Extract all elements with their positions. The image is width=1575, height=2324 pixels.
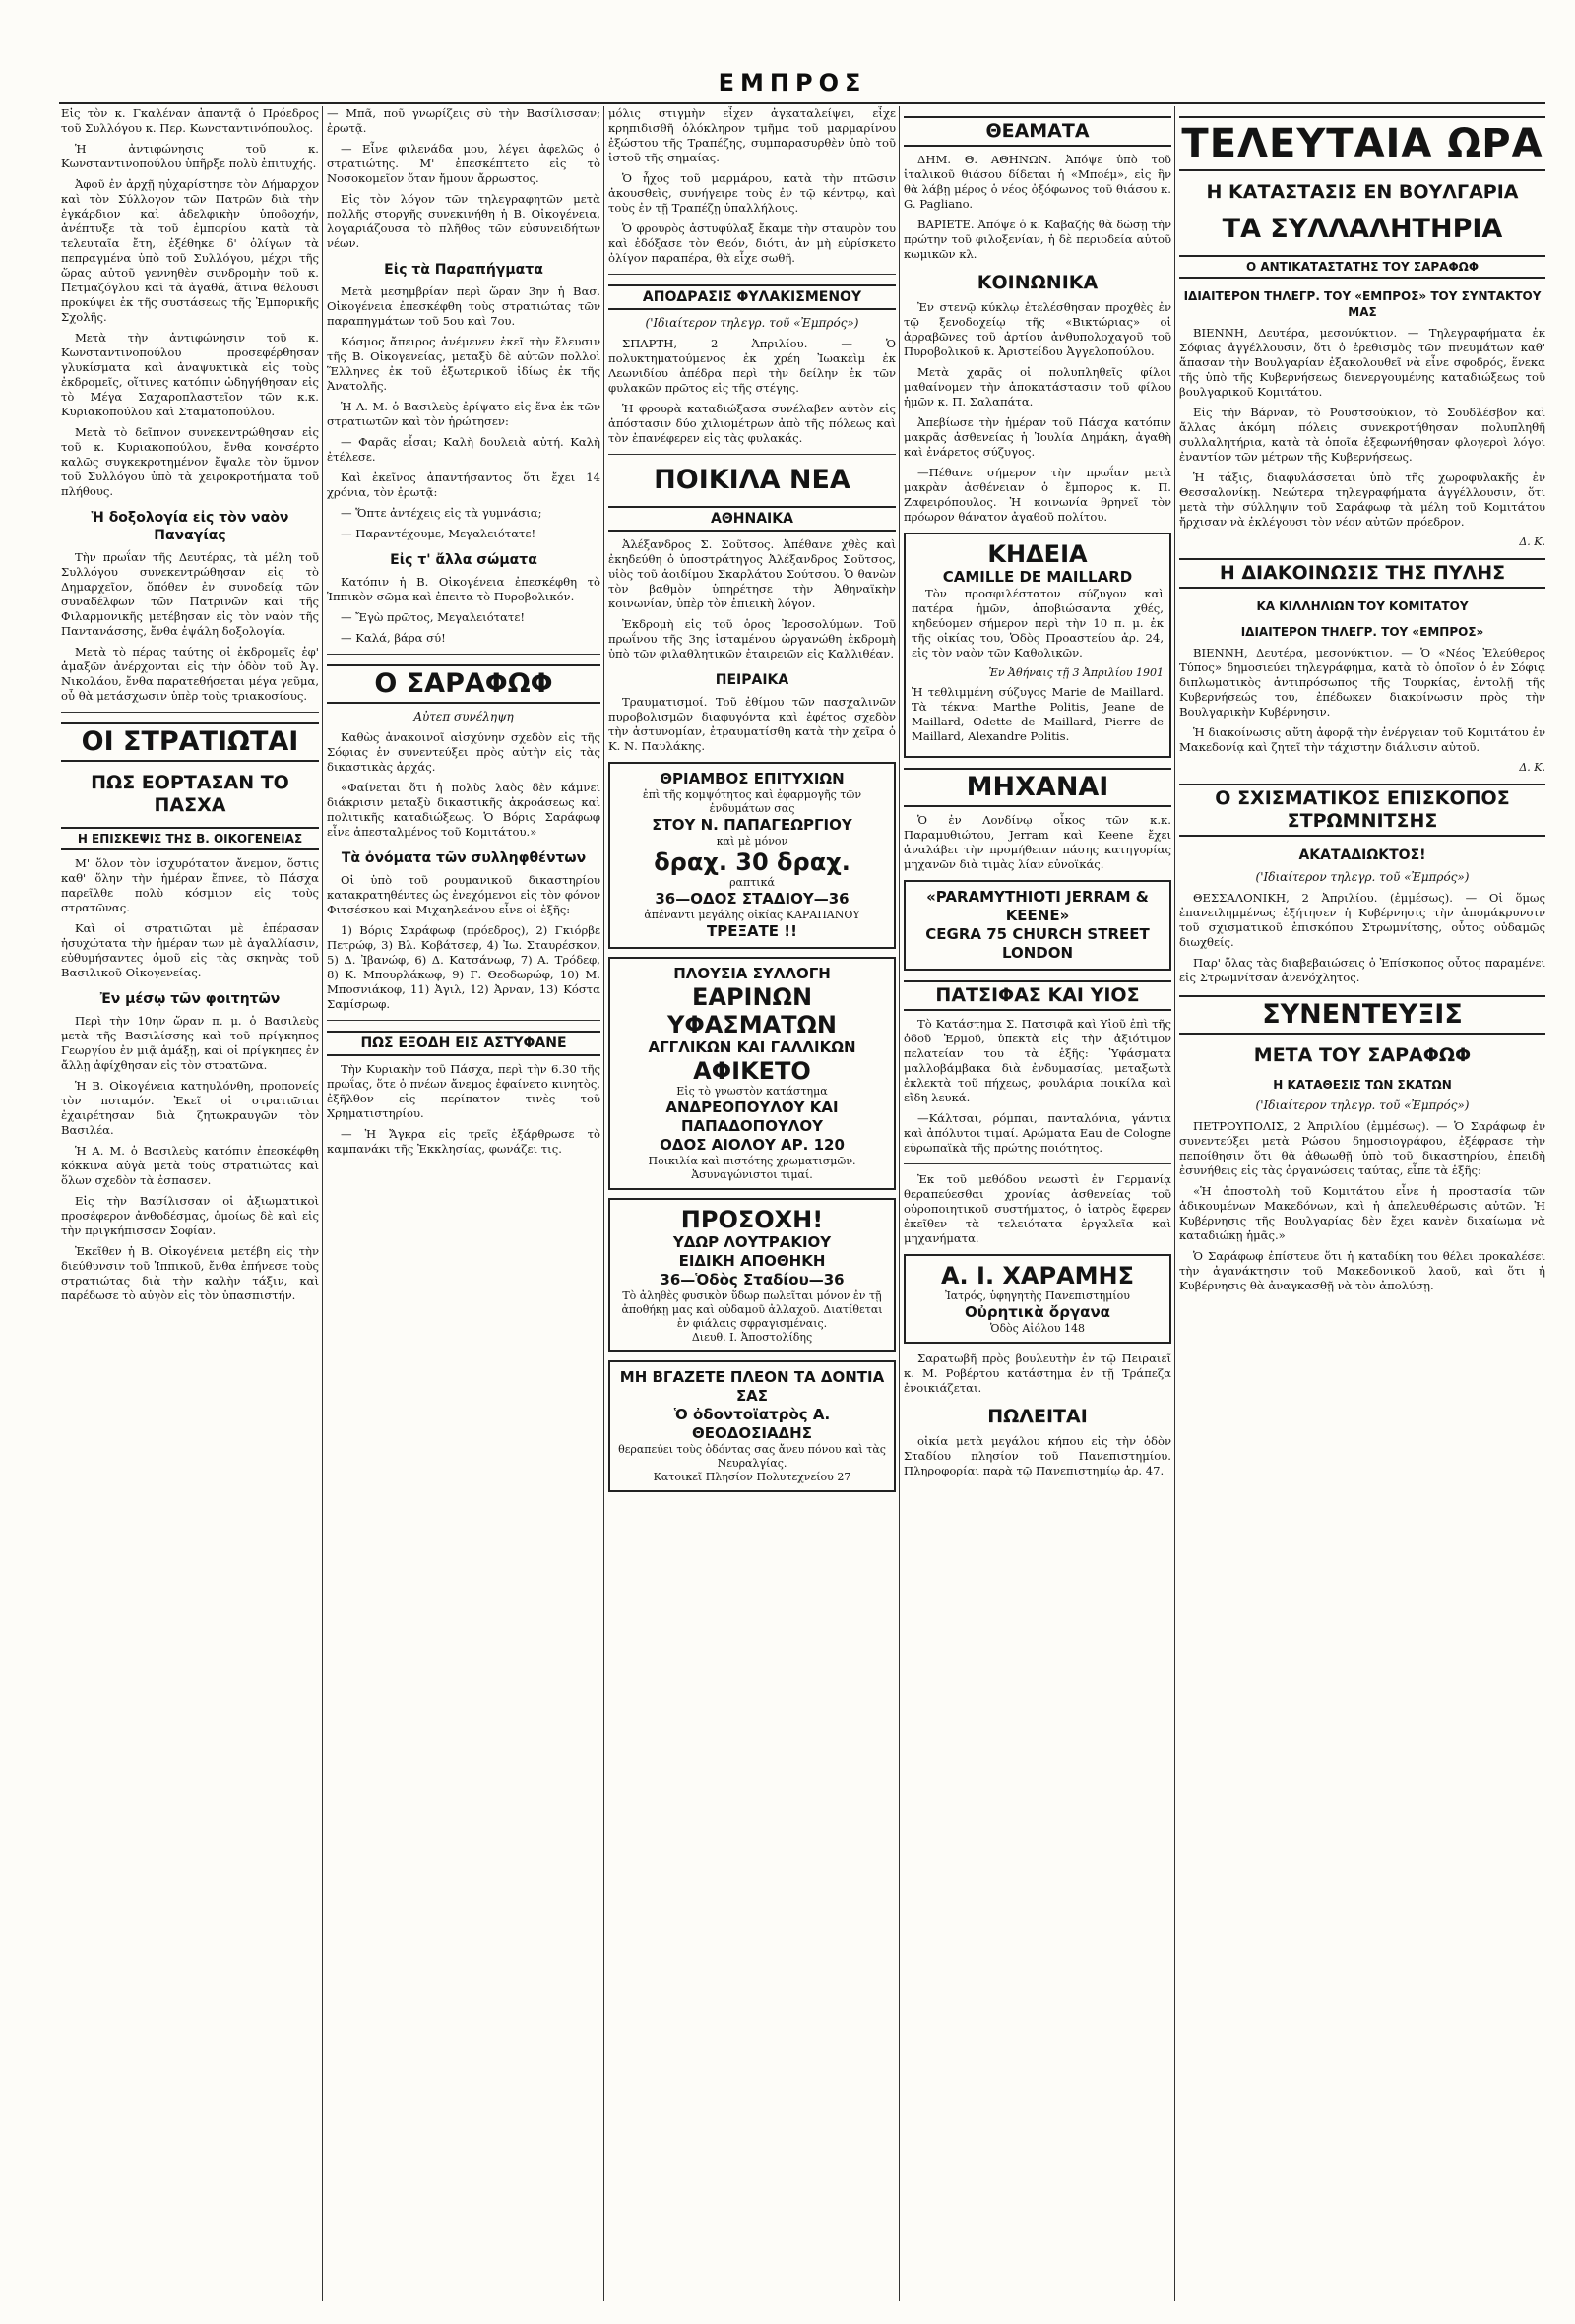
ad-text: Ἰατρός, ὑφηγητὴς Πανεπιστημίου xyxy=(945,1289,1130,1302)
paragraph: —Κάλτσαι, ρόμπαι, πανταλόνια, γάντια καὶ ἀπόλυτοι τιμαί. Αρώματα Eau de Cologne εὐρωπαϊκὰ τῆς πρώτης ποιότητος. xyxy=(904,1111,1171,1155)
notice-headline: ΚΗΔΕΙΑ xyxy=(987,540,1088,568)
ad-text: ραπτικά xyxy=(729,876,775,889)
article-headline: Ο ΣΧΙΣΜΑΤΙΚΟΣ ΕΠΙΣΚΟΠΟΣ ΣΤΡΩΜΝΙΤΣΗΣ xyxy=(1179,784,1545,837)
ad-headline: ΠΡΟΣΟΧΗ! xyxy=(680,1206,824,1233)
paragraph: Περὶ τὴν 10ην ὥραν π. μ. ὁ Βασιλεὺς μετὰ τῆς Βασιλίσσης καὶ τοῦ πρίγκηπος Γεωργίου ἐν μιᾷ ἁμάξῃ, καὶ οἱ πρίγκηπες ἐν ἄλλῃ ἀφίχθησαν εἰς τὸν στρατῶνα. xyxy=(61,1014,319,1072)
funeral-notice xyxy=(904,533,1171,758)
paragraph: «Ἡ ἀποστολὴ τοῦ Κομιτάτου εἶνε ἡ προστασία τῶν ἀδικουμένων Μακεδόνων, καὶ ἡ ἀπελευθέρωσις αὐτῶν. Ἡ Κυβέρνησις τῆς Βουλγαρίας δὲν ἔχει κανὲν δικαίωμα νὰ καταδιώκῃ ἡμᾶς.» xyxy=(1179,1184,1545,1242)
ad-text: ΑΝΔΡΕΟΠΟΥΛΟΥ ΚΑΙ ΠΑΠΑΔΟΠΟΥΛΟΥ xyxy=(665,1099,839,1135)
ad-address: ΟΔΟΣ ΑΙΟΛΟΥ ΑΡ. 120 xyxy=(660,1136,845,1154)
article-subheadline: ΑΚΑΤΑΔΙΩΚΤΟΣ! xyxy=(1298,848,1426,863)
paragraph: ΘΕΣΣΑΛΟΝΙΚΗ, 2 Ἀπριλίου. (ἐμμέσως). — Οἱ ὅμως ἐπανειλημμένως ἐξήτησεν ἡ Κυβέρνησις τὴν ἀπομάκρυνσιν τοῦ σχισματικοῦ ἐπισκόπου Στρωμνίτσης, οὗτος οὐδαμῶς διωχθείς. xyxy=(1179,891,1545,949)
paragraph: Εἰς τὴν Βασίλισσαν οἱ ἀξιωματικοὶ προσέφερον ἀνθοδέσμας, ὁμοίως δὲ καὶ εἰς τὴν πριγκήπισσαν Σοφίαν. xyxy=(61,1194,319,1237)
section-heading: Ἡ δοξολογία εἰς τὸν ναὸν Παναγίας xyxy=(91,510,289,543)
column-separator xyxy=(1174,106,1175,2301)
article-subheadline: Η ΚΑΤΑΘΕΣΙΣ ΤΩΝ ΣΚΑΤΩΝ xyxy=(1273,1078,1452,1092)
paragraph: Μετὰ χαρᾶς οἱ πολυπληθεῖς φίλοι μαθαίνομεν τὴν ἀποκατάστασιν τοῦ φίλου ἡμῶν κ. Π. Σαλαπάτα. xyxy=(904,365,1171,408)
paragraph: Ἡ Α. Μ. ὁ Βασιλεὺς κατόπιν ἐπεσκέφθη κόκκινα αὐγὰ μετὰ τοὺς στρατιώτας καὶ ὅλων σχεδὸν τὰ ἐσπασεν. xyxy=(61,1144,319,1187)
paragraph: Εἰς τὸν κ. Γκαλέναν ἀπαντᾷ ὁ Πρόεδρος τοῦ Συλλόγου κ. Περ. Κωνσταντινόπουλος. xyxy=(61,106,319,135)
paragraph: Ὁ Σαράφωφ ἐπίστευε ὅτι ἡ καταδίκη του θέλει προκαλέσει τὴν ἀγανάκτησιν τοῦ Μακεδονικοῦ λαοῦ, καὶ ὅτι ἡ Κυβέρνησις θὰ ἀναγκασθῇ νὰ τὸν ἀπολύσῃ. xyxy=(1179,1249,1545,1292)
paragraph: Ἀπεβίωσε τὴν ἡμέραν τοῦ Πάσχα κατόπιν μακρᾶς ἀσθενείας ἡ Ἰουλία Δημάκη, ἀγαθὴ καὶ ἐνάρετος σύζυγος. xyxy=(904,415,1171,459)
section-heading: ΚΟΙΝΩΝΙΚΑ xyxy=(976,272,1099,293)
paragraph: Ἡ Β. Οἰκογένεια κατηυλόνθη, προπονείς τὸν ποταμόν. Ἐκεῖ οἱ στρατιῶται ἐχαιρέτησαν διὰ ζητωκραυγῶν τὸν Βασιλέα. xyxy=(61,1079,319,1137)
advertisement-doctor xyxy=(904,1254,1171,1344)
article-headline: ΣΥΝΕΝΤΕΥΞΙΣ xyxy=(1179,995,1545,1035)
paragraph: Τὴν Κυριακὴν τοῦ Πάσχα, περὶ τὴν 6.30 τῆς πρωΐας, ὅτε ὁ πνέων ἄνεμος ἐφαίνετο κινητὸς, ἐξῆλθον εἰς περίπατον τινὲς τοῦ Χρηματιστηρίου. xyxy=(327,1062,600,1120)
ad-text: ἐπὶ τῆς κομψότητος καὶ ἐφαρμογῆς τῶν ἐνδυμάτων σας xyxy=(642,788,862,815)
dispatch-line: ΙΔΙΑΙΤΕΡΟΝ ΤΗΛΕΓΡ. ΤΟΥ «ΕΜΠΡΟΣ» xyxy=(1240,625,1484,639)
paragraph: 1) Βόρις Σαράφωφ (πρόεδρος), 2) Γκιόρβε Πετρώφ, 3) Βλ. Κοβάτσεφ, 4) Ἰω. Σταυρέσκον, 5) Δ. Ἰβανώφ, 6) Δ. Κατσάνωφ, 7) Α. Τρόδεφ, 8) Κ. Μπουρλάκωφ, 9) Γ. Θεοδωρώφ, 10) Μ. Μποσνιάκοφ, 11) Ἀγιλ, 12) Ἀρναν, 13) Κόστα Σαμίσρωφ. xyxy=(327,923,600,1011)
dispatch-line: ('Ιδιαίτερον τηλεγρ. τοῦ «Ἐμπρός») xyxy=(1255,870,1470,884)
paragraph: — Παραντέχουμε, Μεγαλειότατε! xyxy=(341,527,536,540)
article-headline: Η ΔΙΑΚΟΙΝΩΣΙΣ ΤΗΣ ΠΥΛΗΣ xyxy=(1179,558,1545,589)
paragraph: Ἐν στενῷ κύκλῳ ἐτελέσθησαν προχθὲς ἐν τῷ ξενοδοχείῳ τῆς «Βικτώριας» οἱ ἀρραβῶνες τοῦ ἀρτίου ἀνθυπολοχαγοῦ τοῦ Πυροβολικοῦ κ. Ἀριστείδου Ἀγγελοπούλου. xyxy=(904,300,1171,358)
masthead: ΕΜΠΡΟΣ xyxy=(718,69,867,96)
paragraph: Κόσμος ἄπειρος ἀνέμενεν ἐκεῖ τὴν ἔλευσιν τῆς Β. Οἰκογενείας, μεταξὺ δὲ αὐτῶν πολλοὶ Ἕλληνες ἐκ τοῦ ἐξωτερικοῦ ἰδίως ἐκ τῆς Ἀνατολῆς. xyxy=(327,335,600,393)
divider xyxy=(608,454,896,455)
ad-text: ΤΡΕΞΑΤΕ !! xyxy=(707,922,797,940)
article-headline: ΠΟΙΚΙΛΑ ΝΕΑ xyxy=(654,465,850,495)
paragraph: Τὴν πρωΐαν τῆς Δευτέρας, τὰ μέλη τοῦ Συλλόγου συνεκεντρώθησαν εἰς τὸ Δημαρχεῖον, ὅπόθεν ἐν συνοδείᾳ τῶν συναδέλφων τῶν Πατρινῶν καὶ τῆς Φιλαρμονικῆς μετέβησαν εἰς τὸν ναὸν τῆς Παντανάσσης, ἔνθα ἐψάλη δοξολογία. xyxy=(61,550,319,638)
ad-text: ΥΔΩΡ ΛΟΥΤΡΑΚΙΟΥ xyxy=(672,1233,832,1251)
paragraph: Καθὼς ἀνακοινοῖ αἰσχύνην σχεδὸν εἰς τῆς Σόφιας ἐν συνεντεύξει πρὸς αὐτὴν εἰς τὰς δικαστικὰς ἀρχάς. xyxy=(327,730,600,774)
section-heading: Εἰς τὰ Παραπήγματα xyxy=(384,262,543,278)
article-subheadline: ΚΑ ΚΙΛΛΗΛΙΩΝ ΤΟΥ ΚΟΜΙΤΑΤΟΥ xyxy=(1256,599,1469,613)
ad-text: Διευθ. Ι. Ἀποστολίδης xyxy=(691,1331,813,1344)
paragraph: Ἡ Α. Μ. ὁ Βασιλεὺς ἐρίψατο εἰς ἕνα ἐκ τῶν στρατιωτῶν καὶ τὸν ἠρώτησεν: xyxy=(327,400,600,428)
advertisement-machines xyxy=(904,880,1171,971)
article-subtitle: Αὐτεπ συνέληψη xyxy=(413,710,514,723)
ad-text: Εἰς τὸ γνωστὸν κατάστημα xyxy=(676,1085,828,1098)
article-subheadline: Ο ΑΝΤΙΚΑΤΑΣΤΑΤΗΣ ΤΟΥ ΣΑΡΑΦΩΦ xyxy=(1179,255,1545,279)
paragraph: Τὸ Κατάστημα Σ. Πατσιφᾶ καὶ Υἱοῦ ἐπὶ τῆς ὁδοῦ Ἑρμοῦ, ὑπεκτὰ εἰς τὴν ἀξιότιμον πελατείαν του τὰ ἑξῆς: Ὑφάσματα μαλλοβάμβακα διὰ ἐνδυμασίας, μεταξωτὰ ἐκλεκτὰ τοῦ πήχεως, φουλάρια ποικίλα καὶ εἴδη λευκά. xyxy=(904,1017,1171,1104)
article-subheadline: ΜΕΤΑ ΤΟΥ ΣΑΡΑΦΩΦ xyxy=(1253,1044,1472,1066)
column-separator xyxy=(899,106,900,2301)
advertisement-dentist xyxy=(608,1360,896,1492)
section-heading: ΑΘΗΝΑΙΚΑ xyxy=(608,506,896,532)
ad-text: Τὸ ἀληθὲς φυσικὸν ὕδωρ πωλεῖται μόνον ἐν τῇ ἀποθήκῃ μας καὶ οὐδαμοῦ ἀλλαχοῦ. Διατίθεται ἐν φιάλαις σφραγισμέναις. xyxy=(621,1289,883,1330)
paragraph: ΒΙΕΝΝΗ, Δευτέρα, μεσονύκτιον. — Τηλεγραφήματα ἐκ Σόφιας ἀγγέλλουσιν, ὅτι ὁ ἐρεθισμὸς τῶν πνευμάτων καθ' ἅπασαν τὴν Βουλγαρίαν ἐξακολουθεῖ νὰ εἶνε σφοδρός, ἕνεκα τῆς ὑπὸ τῆς Κυβερνήσεως διενεργουμένης καταδιώξεως τοῦ βουλγαρικοῦ Κομιτάτου. xyxy=(1179,326,1545,399)
paragraph: ΣΠΑΡΤΗ, 2 Ἀπριλίου. — Ὁ πολυκτηματούμενος ἐκ χρέη Ἰωακεὶμ ἐκ Λεωνιδίου ἀπέδρα περὶ τὴν δείλην ἐκ τῶν φυλακῶν πρῶτος εἰς τῆς στέγης. xyxy=(608,337,896,395)
advertisement-fabrics xyxy=(608,957,896,1190)
article-subtitle: ('Ιδιαίτερον τηλεγρ. τοῦ «Ἐμπρός») xyxy=(645,316,859,330)
divider xyxy=(61,712,319,713)
article-headline: Ο ΣΑΡΑΦΩΦ xyxy=(327,664,600,704)
advertisement-water xyxy=(608,1198,896,1352)
ad-address: 36—ΟΔΟΣ ΣΤΑΔΙΟΥ—36 xyxy=(655,890,850,908)
article-headline: ΟΙ ΣΤΡΑΤΙΩΤΑΙ xyxy=(61,722,319,762)
ad-headline: ΑΦΙΚΕΤΟ xyxy=(693,1057,811,1085)
paragraph: Εἰς τὴν Βάρναν, τὸ Ρουστσούκιον, τὸ Σουδλέσβον καὶ ἄλλας ἀκόμη πόλεις συνεκροτήθησαν πολυπληθῆ συλλαλητήρια, κατὰ τὰ ὁποῖα ἐξεφωνήθησαν φλογεροὶ λόγοι ἐναντίον τῶν μέτρων τῆς Κυβερνήσεως. xyxy=(1179,406,1545,464)
paragraph: — Καλά, βάρα σύ! xyxy=(341,631,446,645)
paragraph: Ἡ τάξις, διαφυλάσσεται ὑπὸ τῆς χωροφυλακῆς ἐν Θεσσαλονίκῃ. Νεώτερα τηλεγραφήματα ἀγγέλλουσιν, ὅτι μετὰ τὴν σύλληψιν τοῦ Σαράφωφ τὰ μέλη τοῦ Κομιτάτου ἤρχισαν νὰ ἐκλέγουσι τὸν νέον αὐτῶν πρόεδρον. xyxy=(1179,471,1545,529)
article-headline: Η ΚΑΤΑΣΤΑΣΙΣ ΕΝ ΒΟΥΛΓΑΡΙΑ xyxy=(1206,181,1519,203)
ad-text: Ποικιλία καὶ πιστότης χρωματισμῶν. Ἀσυναγώνιστοι τιμαί. xyxy=(648,1155,856,1181)
section-heading: Τὰ ὀνόματα τῶν συλληφθέντων xyxy=(341,850,587,866)
ad-price: δραχ. 30 δραχ. xyxy=(654,848,850,876)
divider xyxy=(327,1020,600,1021)
signature: Δ. Κ. xyxy=(1519,535,1545,548)
ad-address: Κατοικεῖ Πλησίον Πολυτεχνείου 27 xyxy=(653,1471,851,1483)
ad-text: «PARAMYTHIOTI JERRAM & KEENE» xyxy=(926,888,1149,924)
ad-address: CEGRA 75 CHURCH STREET LONDON xyxy=(925,925,1150,962)
ad-address: Ὁδὸς Αἰόλου 148 xyxy=(989,1322,1085,1335)
article-headline: ΠΩΣ ΕΞΟΔΗ ΕΙΣ ΑΣΤΥΦΑΝΕ xyxy=(327,1031,600,1056)
divider xyxy=(327,654,600,655)
paragraph: Σαρατωβῆ πρὸς βουλευτὴν ἐν τῷ Πειραιεῖ κ. Μ. Ροβέρτου κατάστημα ἐν τῇ Τράπεζα ἐνοικιάζεται. xyxy=(904,1351,1171,1395)
column-2 xyxy=(327,106,600,2311)
paragraph: ΔΗΜ. Θ. ΑΘΗΝΩΝ. Ἀπόψε ὑπὸ τοῦ ἰταλικοῦ θιάσου δίδεται ἡ «Μποέμ», εἰς ἣν θὰ λάβῃ μέρος ὁ νέος ὀξόφωνος τοῦ θιάσου κ. G. Pagliano. xyxy=(904,153,1171,211)
advertisement-tailor xyxy=(608,762,896,949)
paragraph: — Εἶνε φιλενάδα μου, λέγει ἀφελῶς ὁ στρατιώτης. Μ' ἐπεσκέπτετο εἰς τὸ Νοσοκομεῖον ὅταν ἤμουν ἄρρωστος. xyxy=(327,142,600,185)
section-title: ΤΕΛΕΥΤΑΙΑ ΩΡΑ xyxy=(1179,116,1545,171)
paragraph: Ὁ ἐν Λονδίνῳ οἶκος τῶν κ.κ. Παραμυθιώτου, Jerram καὶ Keene ἔχει ἀναλάβει τὴν προμήθειαν πάσης κατηγορίας μηχανῶν διὰ τιμὰς λίαν εὐνοϊκάς. xyxy=(904,813,1171,871)
column-separator xyxy=(603,106,604,2301)
divider xyxy=(608,274,896,275)
ad-text: Ὁ ὀδοντοϊατρὸς Α. ΘΕΟΔΟΣΙΑΔΗΣ xyxy=(673,1406,831,1442)
paragraph: Ἡ φρουρὰ καταδιώξασα συνέλαβεν αὐτὸν εἰς ἀπόστασιν δύο χιλιομέτρων ἀπὸ τῆς πόλεως καὶ τὸν ἐπανέφερεν εἰς τὰς φυλακάς. xyxy=(608,402,896,445)
paragraph: ΠΕΤΡΟΥΠΟΛΙΣ, 2 Ἀπριλίου (ἐμμέσως). — Ὁ Σαράφωφ ἐν συνεντεύξει μετὰ Ρώσου δημοσιογράφου, ἐξέφρασε τὴν πεποίθησιν ὅτι θὰ ἀθωωθῇ ὑπὸ τοῦ δικαστηρίου, ἐπειδὴ ἐσυνήθεις εἰς τὰς ὀργανώσεις ταύτας, εἶπε τὰ ἑξῆς: xyxy=(1179,1119,1545,1177)
paragraph: μόλις στιγμὴν εἶχεν ἀγκαταλείψει, εἶχε κρηπιδισθῆ ὁλόκληρον τμῆμα τοῦ μαρμαρίνου ἐξώστου τῆς Τραπέζης, συμπαρασυρθὲν ὑπὸ τοῦ ἱστοῦ τῆς σημαίας. xyxy=(608,106,896,164)
ad-headline: ΕΑΡΙΝΩΝ ΥΦΑΣΜΑΤΩΝ xyxy=(666,983,838,1038)
column-1 xyxy=(61,106,319,2311)
dispatch-line: ('Ιδιαίτερον τηλεγρ. τοῦ «Ἐμπρός») xyxy=(1255,1099,1470,1112)
ad-headline: ΜΗ ΒΓΑΖΕΤΕ ΠΛΕΟΝ ΤΑ ΔΟΝΤΙΑ ΣΑΣ xyxy=(619,1368,885,1405)
section-heading: ΠΕΙΡΑΙΚΑ xyxy=(715,672,789,688)
dispatch-line: ΙΔΙΑΙΤΕΡΟΝ ΤΗΛΕΓΡ. ΤΟΥ «ΕΜΠΡΟΣ» ΤΟΥ ΣΥΝΤΑΚΤΟΥ ΜΑΣ xyxy=(1183,289,1542,319)
paragraph: — Ἔγὼ πρῶτος, Μεγαλειότατε! xyxy=(341,610,526,624)
ad-address: 36—Ὁδὸς Σταδίου—36 xyxy=(660,1271,845,1288)
paragraph: «Φαίνεται ὅτι ἡ πολὺς λαὸς δὲν κάμνει διάκρισιν μεταξὺ δικαστικῆς ἀκροάσεως καὶ πολιτικῆς καταδιώξεως. Ὁ Βόρις Σαράφωφ εἶνε ἀπεσταλμένος τοῦ Κομιτάτου.» xyxy=(327,781,600,839)
ad-text: ΣΤΟΥ Ν. ΠΑΠΑΓΕΩΡΓΙΟΥ xyxy=(652,816,852,834)
ad-text: καὶ μὲ μόνον xyxy=(716,835,788,848)
section-heading: ΘΕΑΜΑΤΑ xyxy=(904,116,1171,147)
paragraph: Τραυματισμοί. Τοῦ ἐθίμου τῶν πασχαλινῶν πυροβολισμῶν διαφυγόντα καὶ ἐφέτος σχεδὸν τὴν ἀστυνομίαν, ἐτραυματίσθη κατὰ τὴν χεῖρα ὁ Κ. Ν. Παυλάκης. xyxy=(608,695,896,753)
paragraph: Ἡ διακοίνωσις αὕτη ἀφορᾷ τὴν ἐνέργειαν τοῦ Κομιτάτου ἐν Μακεδονίᾳ καὶ ζητεῖ τὴν τάχιστην διάλυσιν αὐτοῦ. xyxy=(1179,725,1545,754)
section-heading: ΜΗΧΑΝΑΙ xyxy=(904,768,1171,807)
paragraph: Μετὰ μεσημβρίαν περὶ ὥραν 3ην ἡ Βασ. Οἰκογένεια ἐπεσκέφθη τοὺς στρατιώτας τῶν παραπηγμάτων τοῦ 5ου καὶ 7ου. xyxy=(327,284,600,328)
column-separator xyxy=(322,106,323,2301)
section-heading: Ἐν μέσῳ τῶν φοιτητῶν xyxy=(99,991,281,1007)
ad-text: Οὐρητικὰ ὄργανα xyxy=(965,1303,1110,1321)
signature: Δ. Κ. xyxy=(1519,761,1545,774)
paragraph: — Μπᾶ, ποῦ γνωρίζεις σὺ τὴν Βασίλισσαν; ἐρωτᾷ. xyxy=(327,106,600,135)
paragraph: — Φαρᾶς εἶσαι; Καλὴ δουλειὰ αὐτή. Καλὴ ἐτέλεσε. xyxy=(327,435,600,464)
section-heading: ΠΩΛΕΙΤΑΙ xyxy=(987,1406,1088,1427)
ad-headline: Α. Ι. ΧΑΡΑΜΗΣ xyxy=(940,1262,1135,1289)
article-headline: ΤΑ ΣΥΛΛΑΛΗΤΗΡΙΑ xyxy=(1222,214,1503,244)
section-heading: Εἰς τ' ἄλλα σώματα xyxy=(390,552,537,568)
column-4 xyxy=(904,106,1171,2311)
paragraph: — Ἡ Ἄγκρα εἰς τρεῖς ἐξάρθρωσε τὸ καμπανάκι τῆς Ἐκκλησίας, φωνάζει τις. xyxy=(327,1127,600,1156)
paragraph: Ἐκεῖθεν ἡ Β. Οἰκογένεια μετέβη εἰς τὴν διεύθυνσιν τοῦ Ἱππικοῦ, ἔνθα ἐπήνεσε τοὺς στρατιώτας διὰ τὴν καλὴν τάξιν, καὶ παρέδωσε τὸ αὐγὸν εἰς τὸν ὑπασπιστήν. xyxy=(61,1244,319,1302)
notice-date: Ἐν Ἀθήναις τῇ 3 Ἀπριλίου 1901 xyxy=(988,666,1164,679)
paragraph: Μ' ὅλον τὸν ἰσχυρότατον ἄνεμον, ὅστις καθ' ὅλην τὴν ἡμέραν ἔπνεε, τὸ Πάσχα παρεῖλθε πολὺ κόσμιον εἰς τοὺς στρατῶνας. xyxy=(61,856,319,914)
paragraph: Ἐκδρομὴ εἰς τοῦ ὁρος Ἰεροσολύμων. Τοῦ πρωΐνου τῆς 3ης ἰσταμένου ὡργανώθη ἐκδρομὴ ὑπὸ τῶν φιλαθλητικῶν ἐταιρειῶν εἰς Καλλιθέαν. xyxy=(608,617,896,660)
article-headline: ΑΠΟΔΡΑΣΙΣ ΦΥΛΑΚΙΣΜΕΝΟΥ xyxy=(608,284,896,310)
paragraph: Παρ' ὅλας τὰς διαβεβαιώσεις ὁ Ἐπίσκοπος οὗτος παραμένει εἰς Στρωμνίτσαν ἀνενόχλητος. xyxy=(1179,956,1545,984)
paragraph: Εἰς τὸν λόγον τῶν τηλεγραφητῶν μετὰ πολλῆς στοργῆς συνεκινήθη ἡ Β. Οἰκογένεια, λογαριάζουσα τὸ πλῆθος τῶν εὐσυνειδήτων νέων. xyxy=(327,192,600,250)
ad-text: ΑΓΓΛΙΚΩΝ ΚΑΙ ΓΑΛΛΙΚΩΝ xyxy=(648,1038,856,1056)
paragraph: Τὸν προσφιλέστατον σύζυγον καὶ πατέρα ἡμῶν, ἀποβιώσαντα χθές, κηδεύομεν σήμερον περὶ τὴν 10 π. μ. ἐκ τῆς οἰκίας του, Ὁδὸς Προαστείου ἀρ. 24, εἰς τὸν ναὸν τῶν Καθολικῶν. xyxy=(912,587,1164,660)
divider xyxy=(904,1163,1171,1164)
article-subheadline: Η ΕΠΙΣΚΕΨΙΣ ΤΗΣ Β. ΟΙΚΟΓΕΝΕΙΑΣ xyxy=(61,827,319,850)
column-3 xyxy=(608,106,896,2311)
paragraph: ΒΑΡΙΕΤΕ. Ἀπόψε ὁ κ. Καβαζής θὰ δώσῃ τὴν πρώτην τοῦ φιλοξενίαν, ἡ δὲ περιοδεία αὐτοῦ κωμικῶν κλ. xyxy=(904,218,1171,261)
paragraph: Μετὰ τὴν ἀντιφώνησιν τοῦ κ. Κωνσταντινοπούλου προσεφέρθησαν γλυκίσματα καὶ ἀναψυκτικὰ εἰς τοὺς ἐκδρομεῖς, οἵτινες κατόπιν ὡδηγήθησαν εἰς τὸ Μέγα Σαχαροπλαστεῖον τῶν κ.κ. Κυριακοπούλου καὶ Σταματοπούλου. xyxy=(61,331,319,418)
article-subheadline: ΠΩΣ ΕΟΡΤΑΣΑΝ ΤΟ ΠΑΣΧΑ xyxy=(91,772,289,816)
ad-headline: ΘΡΙΑΜΒΟΣ ΕΠΙΤΥΧΙΩΝ xyxy=(660,770,845,787)
paragraph: Ὁ ἦχος τοῦ μαρμάρου, κατὰ τὴν πτῶσιν ἀκουσθεὶς, συνήγειρε τοὺς ἐν τῷ κέντρῳ, καὶ τοὺς ἐν τῇ Τραπέζῃ ὑπαλλήλους. xyxy=(608,171,896,215)
header-rule xyxy=(59,102,1545,104)
paragraph: Ἀλέξανδρος Σ. Σοῦτσος. Ἀπέθανε χθὲς καὶ ἐκηδεύθη ὁ ὑποστράτηγος Ἀλέξανδρος Σοῦτσος, υἱὸς τοῦ ἀοιδίμου Σκαρλάτου Σούτσου. Ὁ θανὼν τὸν βαθμὸν ὑπηρέτησε τὴν Ἀθηναϊκὴν κοινωνίαν, ὑπὲρ τὸν ἐπιεικὴ λόγον. xyxy=(608,537,896,610)
paragraph: Ὁ φρουρὸς ἀστυφύλαξ ἔκαμε τὴν σταυρὸν του καὶ ἐδόξασε τὸν Θεόν, διότι, ἀν μὴ εὑρίσκετο ὀλίγον παραπέρα, θὰ εἶχε σωθῆ. xyxy=(608,221,896,265)
paragraph: Ἀφοῦ ἐν ἀρχῇ ηὐχαρίστησε τὸν Δήμαρχον καὶ τὸν Σύλλογον τῶν Πατρῶν διὰ τὴν ἐγκάρδιον καὶ ἀδελφικὴν ὑποδοχήν, ἀνέπτυξε τὰ τοῦ ἐμπορίου κατὰ τὰ τελευταῖα ἔτη, ἐξέθηκε δ' ὀλίγων τὰ πεπραγμένα ὑπὸ τοῦ Συλλόγου, μέχρι τῆς ὥρας αὐτοῦ γεννηθὲν συνδρομὴν τοῦ κ. Πετμαζόγλου καὶ τὰ ἀγαθά, ἅτινα θέλουσι προκύψει ἐκ τῆς συστάσεως τῆς Ἐμπορικῆς Σχολῆς. xyxy=(61,177,319,324)
paragraph: οἰκία μετὰ μεγάλου κήπου εἰς τὴν ὁδὸν Σταδίου πλησίον τοῦ Πανεπιστημίου. Πληροφορίαι παρὰ τῷ Πανεπιστημίῳ ἀρ. 47. xyxy=(904,1434,1171,1477)
paragraph: Ἡ τεθλιμμένη σύζυγος Marie de Maillard. Τὰ τέκνα: Marthe Politis, Jeane de Maillard, Odette de Maillard, Pierre de Maillard, Alexandre Politis. xyxy=(912,685,1164,743)
paragraph: Μετὰ τὸ δεῖπνον συνεκεντρώθησαν εἰς τοῦ κ. Κυριακοπούλου, ἔνθα κονσέρτο καλῶς συγκεκροτημένον ἔψαλε τὸν ὕμνον τοῦ Συλλόγου ὑπὸ τὰ χειροκροτήματα τοῦ πλήθους. xyxy=(61,425,319,498)
paragraph: — Ὅπτε ἀντέχεις εἰς τὰ γυμνάσια; xyxy=(341,506,542,520)
paragraph: —Πέθανε σήμερον τὴν πρωΐαν μετὰ μακρὰν ἀσθένειαν ὁ ἔμπορος κ. Π. Ζαφειρόπουλος. Ἡ κοινωνία θρηνεῖ τὸν πρόωρον θάνατον ἀγαθοῦ πολίτου. xyxy=(904,466,1171,524)
paragraph: Κατόπιν ἡ Β. Οἰκογένεια ἐπεσκέφθη τὸ Ἱππικὸν σῶμα καὶ ἐπειτα τὸ Πυροβολικόν. xyxy=(327,575,600,603)
paragraph: ΒΙΕΝΝΗ, Δευτέρα, μεσονύκτιον. — Ὁ «Νέος Ἐλεύθερος Τύπος» δημοσιεύει τηλεγράφημα, κατὰ τὸ ὁποῖον ὁ ἐν Σόφιᾳ διπλωματικὸς ἀντιπρόσωπος τῆς Τουρκίας, ἐντολῇ τῆς Κυβερνήσεώς του, ἐπέδωκεν διακοίνωσιν πρὸς τὴν Βουλγαρικὴν Κυβέρνησιν. xyxy=(1179,646,1545,719)
paragraph: Ἐκ τοῦ μεθόδου νεωστὶ ἐν Γερμανίᾳ θεραπεύεσθαι χρονίας ἀσθενείας τοῦ οὐροποιητικοῦ συστήματος, ὁ ἰατρὸς ἔφερεν ἐκεῖθεν τὰ τελειότατα ἐργαλεῖα καὶ μηχανήματα. xyxy=(904,1172,1171,1245)
ad-text: ΕΙΔΙΚΗ ΑΠΟΘΗΚΗ xyxy=(678,1252,826,1270)
paragraph: Μετὰ τὸ πέρας ταύτης οἱ ἐκδρομεῖς ἐφ' ἁμαξῶν ἀνέρχονται εἰς τὴν ὁδὸν τοῦ Ἀγ. Νικολάου, ἔνθα παρατεθήσεται μέγα γεῦμα, οὗ θὰ μετάσχωσιν ὑπὲρ τοὺς τριακοσίους. xyxy=(61,645,319,703)
ad-text: ΠΛΟΥΣΙΑ ΣΥΛΛΟΓΗ xyxy=(673,965,831,982)
ad-text: θεραπεύει τοὺς ὀδόντας σας ἄνευ πόνου καὶ τὰς Νευραλγίας. xyxy=(618,1443,886,1470)
section-heading: ΠΑΤΣΙΦΑΣ ΚΑΙ ΥΙΟΣ xyxy=(904,980,1171,1011)
notice-name: CAMILLE DE MAILLARD xyxy=(942,568,1133,586)
paragraph: Οἱ ὑπὸ τοῦ ρουμανικοῦ δικαστηρίου κατακρατηθέντες ὡς ἐνεχόμενοι εἰς τὸν φόνον Φιτσέσκου καὶ Μιχαηλεάνου εἶνε οἱ ἑξῆς: xyxy=(327,873,600,916)
column-5 xyxy=(1179,106,1545,2311)
ad-text: ἀπέναντι μεγάλης οἰκίας ΚΑΡΑΠΑΝΟΥ xyxy=(644,909,860,921)
paragraph: Ἡ ἀντιφώνησις τοῦ κ. Κωνσταντινοπούλου ὑπῆρξε πολὺ ἐπιτυχής. xyxy=(61,142,319,170)
paragraph: Καὶ ἐκεῖνος ἀπαντήσαντος ὅτι ἔχει 14 χρόνια, τὸν ἐρωτᾷ: xyxy=(327,471,600,499)
paragraph: Καὶ οἱ στρατιῶται μὲ ἐπέρασαν ἡσυχώτατα τὴν ἡμέραν των μὲ ἀγαλλίασιν, εὐθυμήσαντες ὁμοῦ εἰς τὰς σκηνὰς τοῦ Βασιλικοῦ Οἰκογενείας. xyxy=(61,921,319,979)
